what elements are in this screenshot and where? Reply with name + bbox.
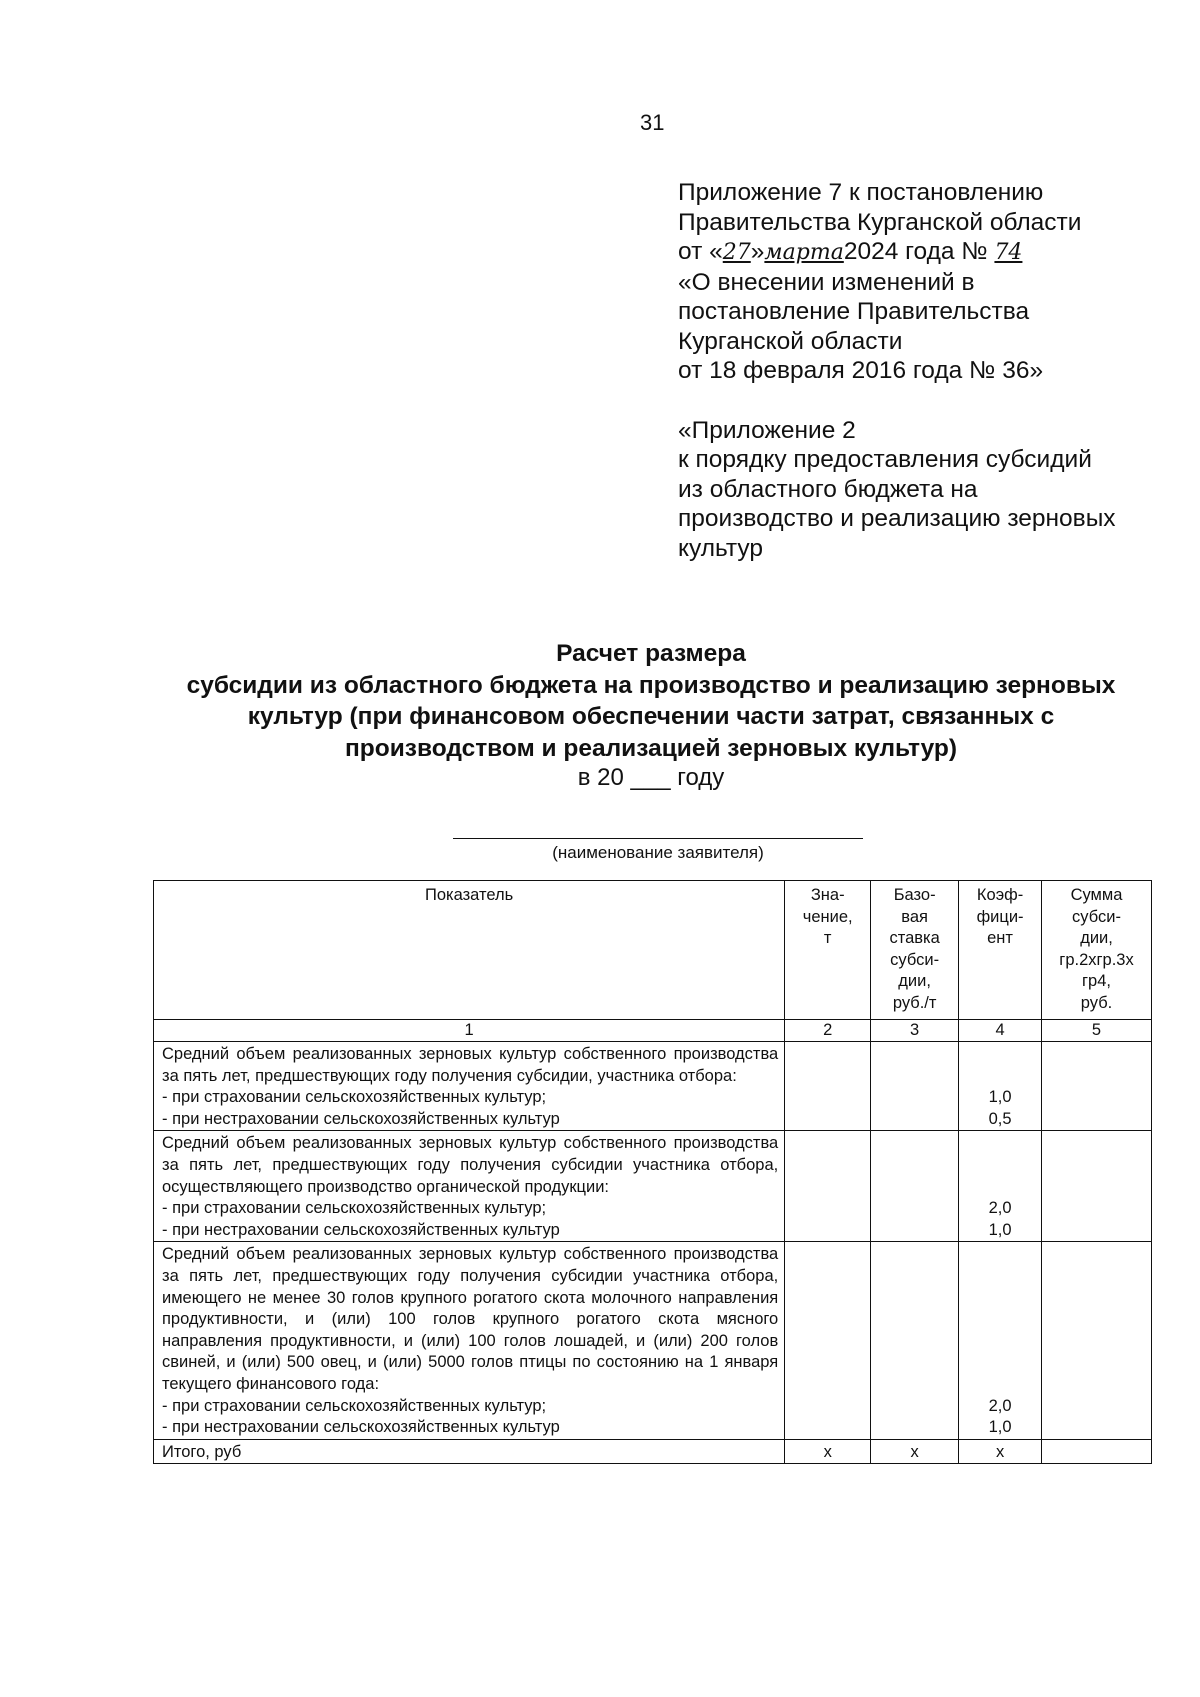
total-row [154, 1439, 1152, 1464]
total-base-rate-cell: х [871, 1439, 959, 1464]
base-rate-cell [871, 1042, 959, 1131]
coefficient-uninsured: 1,0 [988, 1220, 1012, 1239]
coefficient-cell [959, 1042, 1042, 1131]
annex-line-4: производство и реализацию зерновых [678, 505, 1116, 532]
header-text: дии, [1080, 929, 1113, 948]
base-rate-cell [871, 1242, 959, 1439]
indicator-uninsured: - при нестраховании сельскохозяйственных культур [162, 1109, 560, 1128]
total-label: Итого, руб [154, 1439, 785, 1464]
header-text: субси- [1072, 907, 1121, 926]
indicator-uninsured: - при нестраховании сельскохозяйственных культур [162, 1418, 560, 1437]
indicator-insured: - при страховании сельскохозяйственных культур; [162, 1199, 547, 1218]
appendix-line-6: Курганской области [678, 327, 903, 355]
header-text: Зна- [810, 886, 845, 904]
appendix-header [678, 178, 1178, 563]
header-base-rate [871, 881, 959, 1020]
appendix-line-2: Правительства Курганской области [678, 208, 1082, 236]
indicator-cell [154, 1242, 785, 1439]
year-line: в 20 ___ году [577, 764, 725, 791]
coefficient-insured: 2,0 [988, 1396, 1012, 1415]
appendix-line-1: Приложение 7 к постановлению [678, 179, 1044, 206]
table-row [154, 1042, 1152, 1131]
total-value-cell: х [785, 1439, 871, 1464]
annex-line-1: «Приложение 2 [678, 416, 856, 444]
column-number: 3 [871, 1020, 959, 1042]
header-text: Показатель [425, 886, 514, 904]
appendix-line-3 [678, 237, 1178, 268]
base-rate-cell [871, 1131, 959, 1242]
total-sum-cell [1042, 1439, 1152, 1464]
calculation-table [153, 880, 1152, 1464]
value-cell [785, 1131, 871, 1242]
subsidy-sum-cell [1042, 1131, 1152, 1242]
title-line-4: производством и реализацией зерновых культур) [344, 734, 958, 762]
subsidy-sum-cell [1042, 1242, 1152, 1439]
document-title [150, 638, 1152, 764]
indicator-cell [154, 1042, 785, 1131]
date-quote-close: » [750, 238, 765, 265]
date-year: 2024 года № [843, 238, 988, 265]
header-indicator [154, 881, 785, 1020]
indicator-cell [154, 1131, 785, 1242]
header-text: чение, [802, 907, 853, 926]
coefficient-cell [959, 1131, 1042, 1242]
coefficient-insured: 2,0 [988, 1199, 1012, 1218]
column-number: 5 [1042, 1020, 1152, 1042]
indicator-uninsured: - при нестраховании сельскохозяйственных культур [162, 1220, 560, 1239]
indicator-description: Средний объем реализованных зерновых культур собственного производства за пять лет, предшествующих году получения субсидии участника отбора, осуществляющего производство органической продукции: [162, 1134, 779, 1196]
handwritten-day: 27 [722, 240, 751, 265]
header-text: руб./т [892, 993, 937, 1012]
header-subsidy-sum [1042, 881, 1152, 1020]
header-text: ставка [889, 929, 940, 948]
applicant-underline [453, 838, 863, 839]
indicator-description: Средний объем реализованных зерновых культур собственного производства за пять лет, предшествующих году получения субсидии участника отбора, имеющего не менее 30 голов крупного рогатого скота молочного направления продуктивности, и (или) 100 голов крупного рогатого скота мясного направления продуктивности, и (или) 100 голов лошадей, и (или) 200 голов свиней, и (или) 500 овец, и (или) 5000 голов птицы по состоянию на 1 января текущего финансового года: [162, 1245, 779, 1393]
table-row [154, 1131, 1152, 1242]
header-coefficient [959, 881, 1042, 1020]
title-line-2: субсидии из областного бюджета на производство и реализацию зерновых [186, 671, 1116, 699]
handwritten-month: марта [764, 240, 844, 265]
table-row [154, 1242, 1152, 1439]
annex-line-5: культур [678, 534, 763, 562]
applicant-caption: (наименование заявителя) [552, 843, 764, 862]
header-text: гр4, [1082, 972, 1111, 991]
header-text: вая [901, 907, 928, 926]
coefficient-uninsured: 0,5 [988, 1109, 1012, 1128]
coefficient-insured: 1,0 [988, 1088, 1012, 1107]
indicator-description: Средний объем реализованных зерновых культур собственного производства за пять лет, предшествующих году получения субсидии, участника отбора: [162, 1045, 779, 1085]
column-number: 2 [785, 1020, 871, 1042]
coefficient-cell [959, 1242, 1042, 1439]
annex-line-3: из областного бюджета на [678, 475, 978, 503]
value-cell [785, 1042, 871, 1131]
page-number: 31 [640, 110, 665, 135]
handwritten-number: 74 [994, 240, 1023, 265]
header-text: субси- [890, 950, 940, 969]
subsidy-sum-cell [1042, 1042, 1152, 1131]
column-number: 4 [959, 1020, 1042, 1042]
indicator-insured: - при страховании сельскохозяйственных культур; [162, 1088, 547, 1107]
header-text: Коэф- [976, 886, 1024, 904]
table-header-row [154, 881, 1152, 1020]
coefficient-uninsured: 1,0 [988, 1418, 1012, 1437]
value-cell [785, 1242, 871, 1439]
header-text: т [823, 929, 832, 948]
column-number: 1 [154, 1020, 785, 1042]
title-line-3: культур (при финансовом обеспечении части затрат, связанных с [247, 703, 1055, 730]
appendix-line-4: «О внесении изменений в [678, 268, 975, 296]
header-text: ент [987, 929, 1013, 948]
appendix-line-5: постановление Правительства [678, 298, 1030, 325]
column-number-row [154, 1020, 1152, 1042]
date-prefix: от « [678, 238, 723, 265]
header-text: Базо- [893, 886, 936, 904]
header-text: Сумма [1070, 886, 1123, 904]
header-text: дии, [898, 972, 931, 991]
header-value [785, 881, 871, 1020]
total-coefficient-cell: х [959, 1439, 1042, 1464]
header-text: фици- [976, 907, 1024, 926]
indicator-insured: - при страховании сельскохозяйственных культур; [162, 1396, 547, 1415]
appendix-line-7: от 18 февраля 2016 года № 36» [678, 357, 1044, 384]
header-text: руб. [1080, 993, 1113, 1012]
header-text: гр.2хгр.3х [1059, 950, 1134, 969]
annex-line-2: к порядку предоставления субсидий [678, 446, 1092, 473]
title-line-1: Расчет размера [556, 640, 746, 667]
